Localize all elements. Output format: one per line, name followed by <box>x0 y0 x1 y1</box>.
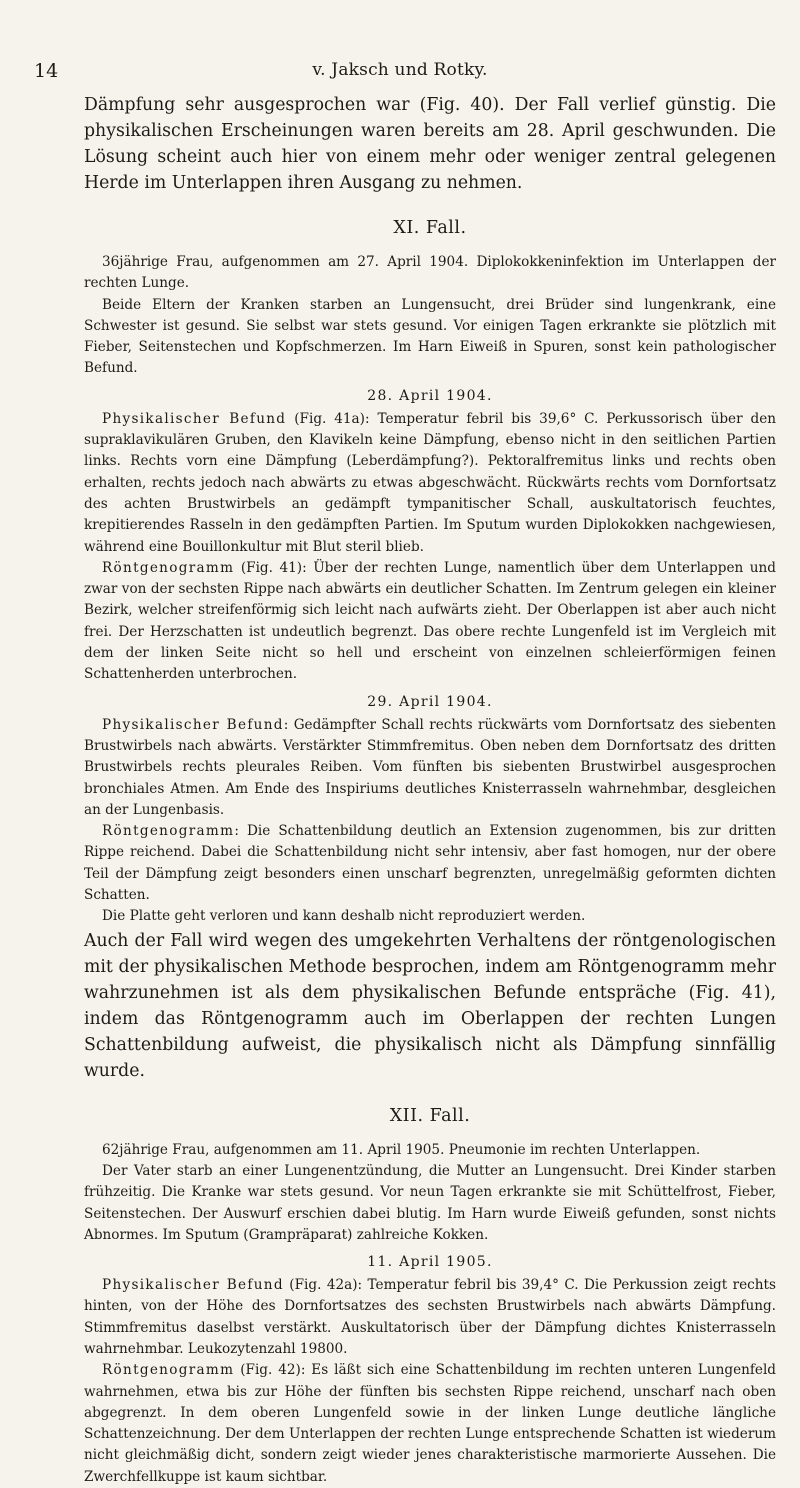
case-11-radiogram-1 <box>84 558 776 686</box>
case-11-admission: 36jährige Frau, aufgenommen am 27. April 1904. Diplokokkeninfektion im Unterlappen der rechten Lunge. <box>84 254 776 292</box>
case-11-plate-note: Die Platte geht verloren und kann deshalb nicht reproduziert werden. <box>102 908 586 925</box>
case-11-history: Beide Eltern der Kranken starben an Lungensucht, drei Brüder sind lungenkrank, eine Schwester ist gesund. Sie selbst war stets gesund. Vor einigen Tagen erkrankte sie plötzlich mit Fieber, Seitenstechen und Kopfschmerzen. Im Harn Eiweiß in Spuren, sonst kein pathologischer Befund. <box>84 296 776 377</box>
case-11-physical-finding-2 <box>84 715 776 821</box>
finding-label: Röntgenogramm <box>102 559 235 576</box>
page-body <box>84 92 776 1488</box>
finding-text: (Fig. 42a): Temperatur febril bis 39,4° C. Die Perkussion zeigt rechts hinten, von der Höhe des Dornfortsatzes des sechsten Brustwirbels nach abwärts Dämpfung. Stimmfremitus daselbst verstärkt. Auskultatorisch über der Dämpfung dichtes Knisterrasseln wahrnehmbar. Leukozytenzahl 19800. <box>84 1277 776 1357</box>
finding-label: Röntgenogramm <box>102 1362 235 1379</box>
running-head: v. Jaksch und Rotky. <box>312 60 488 80</box>
case-11-radiogram-2 <box>84 821 776 906</box>
case-12-history: Der Vater starb an einer Lungenentzündung, die Mutter an Lungensucht. Drei Kinder starben frühzeitig. Die Kranke war stets gesund. Vor neun Tagen erkrankte sie mit Schüttelfrost, Fieber, Seitenstechen. Der Auswurf erschien dabei blutig. Im Harn wurde Eiweiß gefunden, sonst nichts Abnormes. Im Sputum (Grampräparat) zahlreiche Kokken. <box>84 1162 776 1243</box>
case-12-heading: XII. Fall. <box>389 1105 471 1126</box>
finding-text: : Gedämpfter Schall rechts rückwärts vom Dornfortsatz des siebenten Brustwirbels nach abwärts. Verstärkter Stimmfremitus. Oben neben dem Dornfortsatz des dritten Brustwirbels rechts pleurales Reiben. Vom fünften bis siebenten Brustwirbel ausgesprochen bronchiales Atmen. Am Ende des Inspiriums deutliches Knisterrasseln wahrnehmbar, desgleichen an der Lungenbasis. <box>84 716 776 818</box>
intro-paragraph: Dämpfung sehr ausgesprochen war (Fig. 40). Der Fall verlief günstig. Die physikalischen Erscheinungen waren bereits am 28. April geschwunden. Die Lösung scheint auch hier von einem mehr oder weniger zentral gelegenen Herde im Unterlappen ihren Ausgang zu nehmen. <box>84 95 776 193</box>
finding-text: (Fig. 42): Es läßt sich eine Schattenbildung im rechten unteren Lungenfeld wahrnehmen, etwa bis zur Höhe der fünften bis sechsten Rippe reichend, unscharf nach oben abgegrenzt. In dem oberen Lungenfeld sowie in der linken Lunge deutliche längliche Schattenzeichnung. Der dem Unterlappen der rechten Lunge entsprechende Schatten ist wiederum nicht gleichmäßig dicht, sondern zeigt wieder jenes charakteristische marmorierte Aussehen. Die Zwerchfellkuppe ist kaum sichtbar. <box>84 1362 776 1485</box>
finding-text: : Die Schattenbildung deutlich an Extension zugenommen, bis zur dritten Rippe reichend. Dabei die Schattenbildung nicht sehr intensiv, aber fast homogen, nur der obere Teil der Dämpfung zeigt besonders einen unscharf begrenzten, unregelmäßig geformten dichten Schatten. <box>84 823 776 904</box>
finding-text: (Fig. 41): Über der rechten Lunge, namentlich über dem Unterlappen und zwar von der sechsten Rippe nach abwärts ein deutlicher Schatten. Im Zentrum gelegen ein kleiner Bezirk, welcher streifenförmig sich leicht nach aufwärts zieht. Der Oberlappen ist aber auch nicht frei. Der Herzschatten ist undeutlich begrenzt. Das obere rechte Lungenfeld ist im Vergleich mit dem der linken Seite nicht so hell und erscheint von einzelnen schleierförmigen feinen Schattenherden unterbrochen. <box>84 559 776 683</box>
page-header <box>0 56 800 86</box>
case-11-date-1: 28. April 1904. <box>367 387 493 404</box>
case-11-heading: XI. Fall. <box>393 218 467 238</box>
case-12-admission: 62jährige Frau, aufgenommen am 11. April 1905. Pneumonie im rechten Unterlappen. <box>102 1141 701 1158</box>
page-number: 14 <box>34 60 59 82</box>
case-11-date-2: 29. April 1904. <box>367 693 493 710</box>
finding-label: Physikalischer Befund <box>102 410 287 427</box>
case-12-radiogram <box>84 1360 776 1488</box>
finding-label: Physikalischer Befund <box>102 1277 284 1294</box>
case-11-discussion: Auch der Fall wird wegen des umgekehrten Verhaltens der röntgenologischen mit der physikalischen Methode besprochen, indem am Röntgenogramm mehr wahrzunehmen ist als dem physikalischen Befunde entspräche (Fig. 41), indem das Röntgenogramm auch im Oberlappen der rechten Lungen Schattenbildung aufweist, die physikalisch nicht als Dämpfung sinnfällig wurde. <box>84 930 776 1081</box>
case-12-physical-finding <box>84 1275 776 1360</box>
case-11-physical-finding-1 <box>84 409 776 558</box>
finding-label: Röntgenogramm <box>102 823 235 840</box>
finding-label: Physikalischer Befund <box>102 716 284 733</box>
case-12-date-1: 11. April 1905. <box>367 1254 493 1271</box>
finding-text: (Fig. 41a): Temperatur febril bis 39,6° C. Perkussorisch über den supraklavikulären Gruben, den Klavikeln keine Dämpfung, ebenso nicht in den seitlichen Partien links. Rechts vorn eine Dämpfung (Leberdämpfung?). Pektoralfremitus links und rechts oben erhalten, rechts jedoch nach abwärts zu etwas abgeschwächt. Rückwärts rechts vom Dornfortsatz des achten Brustwirbels an gedämpft tympanitischer Schall, auskultatorisch feuchtes, krepitierendes Rasseln in den gedämpften Partien. Im Sputum wurden Diplokokken nachgewiesen, während eine Bouillonkultur mit Blut steril blieb. <box>84 410 777 555</box>
